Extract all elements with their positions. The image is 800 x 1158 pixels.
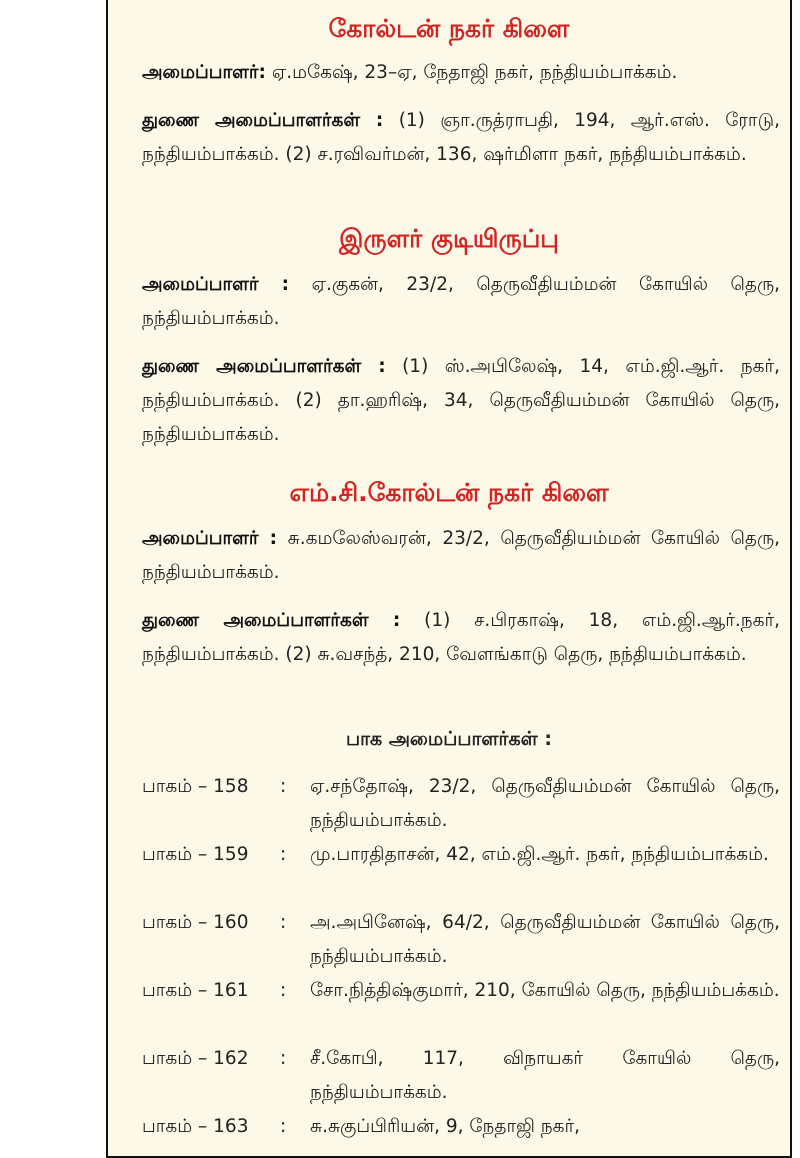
organizer-text: சு.கமலேஸ்வரன், 23/2, தெருவீதியம்மன் கோயில் தெரு, நந்தியம்பாக்கம். — [142, 528, 780, 583]
booth-value: சோ.நித்திஷ்குமார், 210, கோயில் தெரு, நந்தியம்பக்கம். — [310, 980, 780, 1001]
booth-label: பாகம் – 158 — [142, 776, 249, 797]
section-mc-golden-nagar — [108, 478, 790, 511]
section-irular — [108, 224, 790, 257]
organizer-text: ஏ.மகேஷ், 23–ஏ, நேதாஜி நகர், நந்தியம்பாக்கம். — [271, 62, 678, 83]
deputies-text: (1) ஸ்.அபிலேஷ், 14, எம்.ஜி.ஆர். நகர், நந்தியம்பாக்கம். (2) தா.ஹரிஷ், 34, தெருவீதியம்மன் கோயில் தெரு, நந்தியம்பாக்கம். — [142, 356, 780, 445]
organizer-text: ஏ.குகன், 23/2, தெருவீதியம்மன் கோயில் தெரு, நந்தியம்பாக்கம். — [142, 274, 780, 329]
deputies-text: (1) ஞா.ருத்ராபதி, 194, ஆர்.எஸ். ரோடு, நந்தியம்பாக்கம். (2) ச.ரவிவர்மன், 136, ஷர்மிளா நகர், நந்தியம்பாக்கம். — [142, 110, 780, 165]
booth-separator: : — [280, 844, 287, 865]
booth-value: மு.பாரதிதாசன், 42, எம்.ஜி.ஆர். நகர், நந்தியம்பாக்கம். — [310, 844, 769, 865]
booth-label: பாகம் – 162 — [142, 1048, 249, 1069]
organizer-label: அமைப்பாளர்: — [142, 62, 266, 83]
deputies-paragraph — [142, 350, 780, 452]
organizer-paragraph — [142, 522, 780, 590]
organizer-paragraph — [142, 56, 780, 90]
organizer-paragraph — [142, 268, 780, 336]
booth-value: அ.அபினேஷ், 64/2, தெருவீதியம்மன் கோயில் தெரு, நந்தியம்பாக்கம். — [310, 912, 780, 967]
deputies-paragraph — [142, 604, 780, 672]
organizer-label: அமைப்பாளர் : — [142, 528, 278, 549]
section-golden-nagar — [108, 14, 790, 47]
booth-separator: : — [280, 1116, 287, 1137]
deputies-label: துணை அமைப்பாளர்கள் : — [142, 610, 401, 631]
booth-value: சு.சுகுப்பிரியன், 9, நேதாஜி நகர், — [310, 1116, 581, 1137]
section-title: எம்.சி.கோல்டன் நகர் கிளை — [289, 478, 609, 507]
deputies-label: துணை அமைப்பாளர்கள் : — [142, 110, 384, 131]
section-title: கோல்டன் நகர் கிளை — [328, 14, 570, 43]
deputies-text: (1) ச.பிரகாஷ், 18, எம்.ஜி.ஆர்.நகர், நந்தியம்பாக்கம். (2) சு.வசந்த், 210, வேளங்காடு தெரு, நந்தியம்பாக்கம். — [142, 610, 780, 665]
booth-label: பாகம் – 163 — [142, 1116, 249, 1137]
booth-value: ஏ.சந்தோஷ், 23/2, தெருவீதியம்மன் கோயில் தெரு, நந்தியம்பாக்கம். — [310, 776, 780, 831]
booth-separator: : — [280, 776, 287, 797]
booth-heading: பாக அமைப்பாளர்கள் : — [345, 728, 552, 750]
document-panel — [106, 0, 792, 1158]
booth-separator: : — [280, 912, 287, 933]
booth-separator: : — [280, 980, 287, 1001]
section-title: இருளர் குடியிருப்பு — [339, 224, 559, 253]
booth-label: பாகம் – 161 — [142, 980, 249, 1001]
deputies-paragraph — [142, 104, 780, 172]
organizer-label: அமைப்பாளர் : — [142, 274, 290, 295]
booth-label: பாகம் – 159 — [142, 844, 249, 865]
booth-value: சீ.கோபி, 117, விநாயகர் கோயில் தெரு, நந்தியம்பாக்கம். — [310, 1048, 780, 1103]
booth-label: பாகம் – 160 — [142, 912, 249, 933]
deputies-label: துணை அமைப்பாளர்கள் : — [142, 356, 386, 377]
booth-separator: : — [280, 1048, 287, 1069]
